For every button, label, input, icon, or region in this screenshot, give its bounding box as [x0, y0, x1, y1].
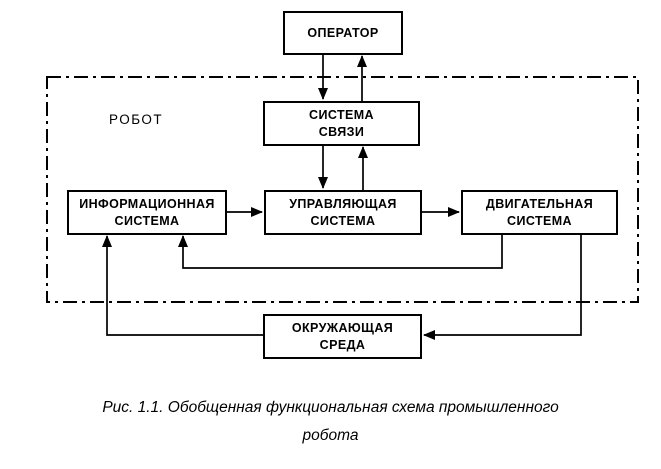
operator-label: ОПЕРАТОР	[307, 25, 379, 40]
communication-system-box	[263, 101, 420, 146]
information-system-box	[67, 190, 227, 235]
motor-system-label-line1: ДВИГАТЕЛЬНАЯ	[485, 197, 594, 211]
information-system-label-line2: СИСТЕМА	[114, 213, 180, 228]
environment-label-line1: ОКРУЖАЮЩАЯ	[291, 321, 394, 335]
environment-box	[263, 314, 422, 359]
arrow-motor-to-info	[183, 235, 502, 268]
motor-system-label-line2: СИСТЕМА	[507, 213, 572, 228]
figure-caption-line2: робота	[302, 427, 359, 444]
arrow-environment-to-info	[107, 236, 263, 335]
motor-system-box	[461, 190, 618, 235]
control-system-box	[264, 190, 422, 235]
control-system-label-line1: УПРАВЛЯЮЩАЯ	[289, 197, 397, 211]
communication-system-label-line1: СИСТЕМА	[309, 108, 374, 122]
robot-boundary-label: РОБОТ	[109, 112, 164, 127]
figure-caption-line1: Рис. 1.1. Обобщенная функциональная схема промышленного	[102, 399, 559, 416]
communication-system-label-line2: СВЯЗИ	[318, 124, 365, 139]
information-system-label-line1: ИНФОРМАЦИОННАЯ	[79, 197, 215, 211]
control-system-label-line2: СИСТЕМА	[310, 213, 376, 228]
environment-label-line2: СРЕДА	[319, 337, 366, 352]
operator-box	[283, 11, 403, 55]
figure-caption	[0, 394, 661, 450]
